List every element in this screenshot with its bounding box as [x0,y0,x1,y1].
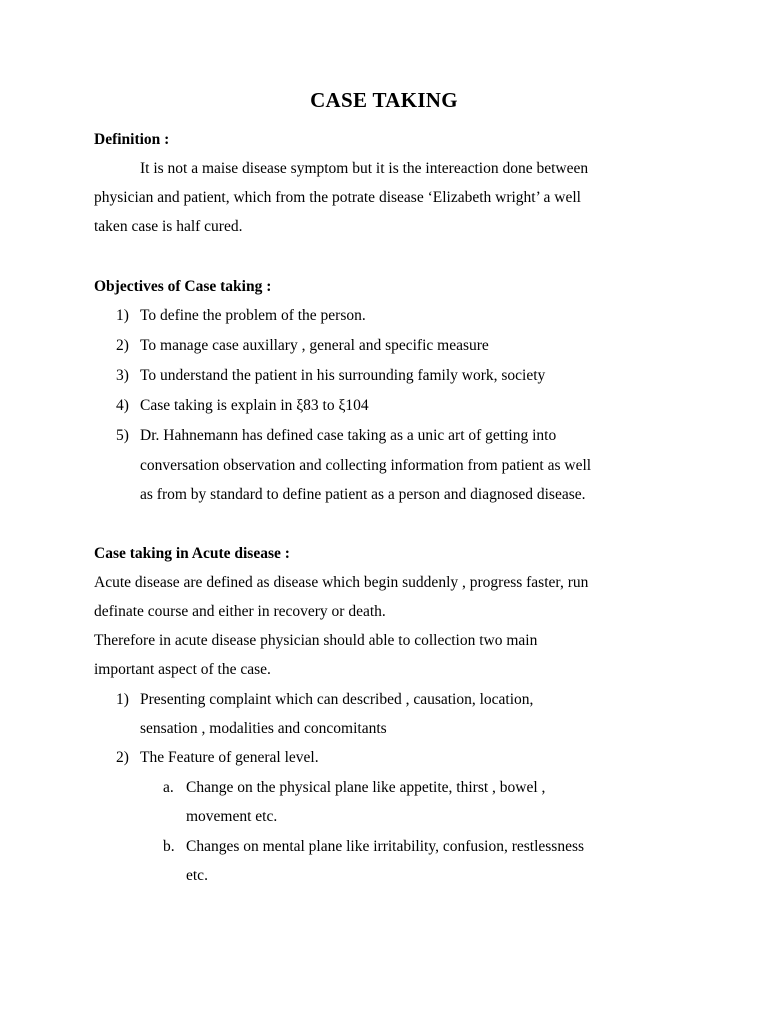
acute-paragraph-line: Acute disease are defined as disease which begin suddenly , progress faster, run [94,574,589,591]
definition-line: It is not a maise disease symptom but it is the intereaction done between [140,160,589,177]
sublist-item: Changes on mental plane like irritability, confusion, restlessness [186,838,585,855]
list-number: 2) [116,749,129,766]
acute-paragraph-line: Therefore in acute disease physician should able to collection two main [94,632,538,649]
list-item: Presenting complaint which can described , causation, location, [140,691,534,708]
sublist-item: Change on the physical plane like appetite, thirst , bowel , [186,779,546,796]
list-item: To define the problem of the person. [140,307,366,324]
definition-heading: Definition : [94,131,170,148]
list-number: 2) [116,337,129,354]
acute-paragraph-line: definate course and either in recovery or death. [94,603,386,620]
list-item: Dr. Hahnemann has defined case taking as a unic art of getting into [140,427,557,444]
sublist-item-continuation: etc. [186,867,208,884]
acute-paragraph-line: important aspect of the case. [94,661,271,678]
sublist-letter: a. [163,779,174,796]
list-item-continuation: conversation observation and collecting information from patient as well [140,457,592,474]
definition-line: physician and patient, which from the potrate disease ‘Elizabeth wright’ a well [94,189,581,206]
list-number: 5) [116,427,129,444]
list-item-continuation: as from by standard to define patient as a person and diagnosed disease. [140,486,586,503]
list-number: 1) [116,307,129,324]
list-number: 3) [116,367,129,384]
list-item: To understand the patient in his surrounding family work, society [140,367,546,384]
acute-heading: Case taking in Acute disease : [94,545,290,562]
list-item-continuation: sensation , modalities and concomitants [140,720,387,737]
list-item: The Feature of general level. [140,749,319,766]
definition-line: taken case is half cured. [94,218,243,235]
sublist-letter: b. [163,838,175,855]
sublist-item-continuation: movement etc. [186,808,278,825]
list-number: 1) [116,691,129,708]
list-item: Case taking is explain in ξ83 to ξ104 [140,397,369,414]
list-number: 4) [116,397,129,414]
list-item: To manage case auxillary , general and specific measure [140,337,489,354]
objectives-heading: Objectives of Case taking : [94,278,272,295]
page-title: CASE TAKING [310,88,458,112]
